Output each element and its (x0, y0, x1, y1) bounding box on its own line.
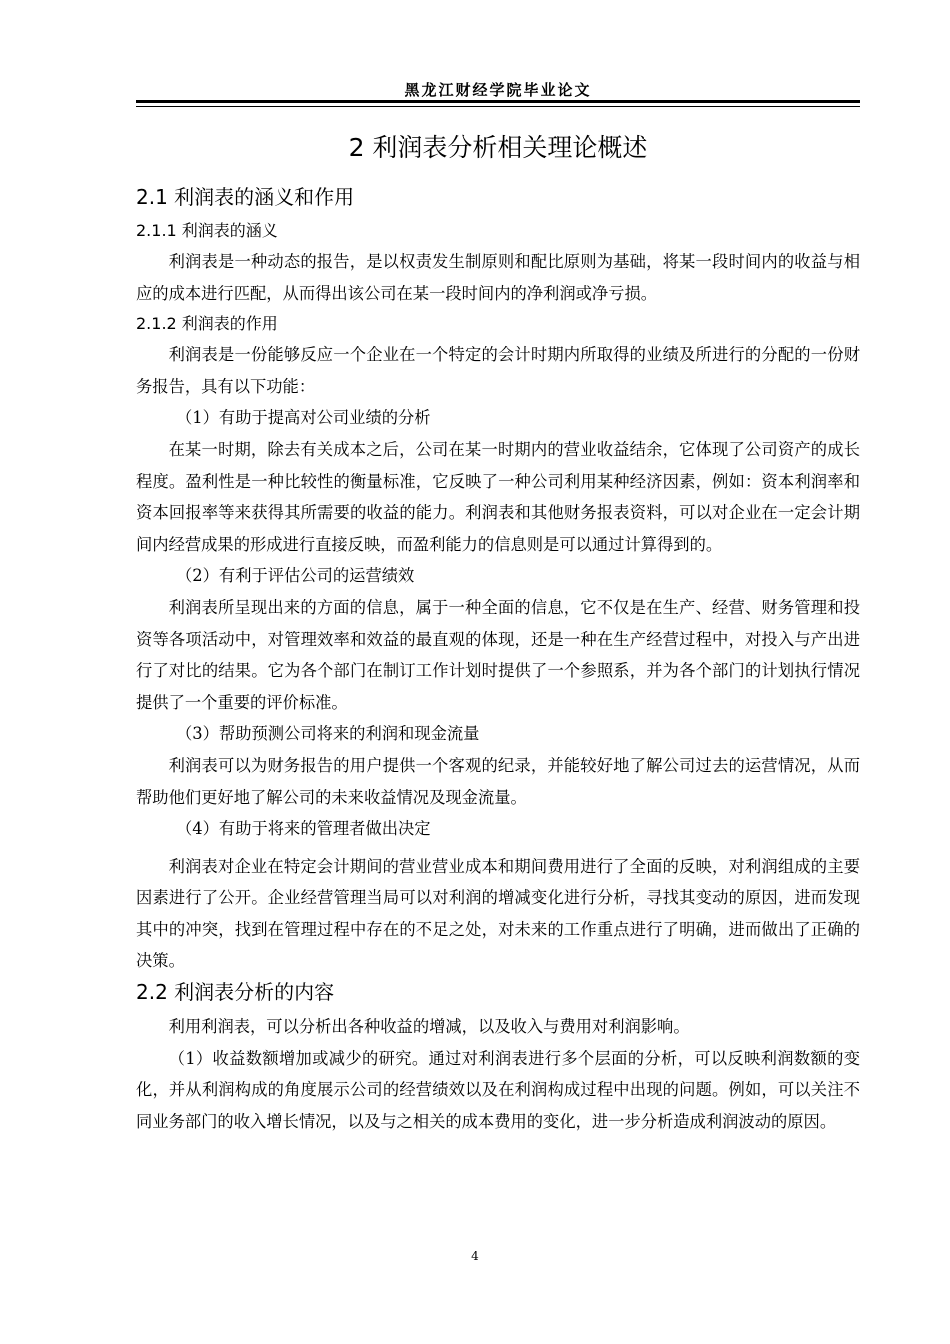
list-item-heading: （4）有助于将来的管理者做出决定 (176, 819, 431, 839)
page-body (136, 128, 860, 1137)
paragraph: 利润表是一份能够反应一个企业在一个特定的会计时期内所取得的业绩及所进行的分配的一份财务报告，具有以下功能： (136, 345, 860, 396)
paragraph: 利润表对企业在特定会计期间的营业营业成本和期间费用进行了全面的反映，对利润组成的主要因素进行了公开。企业经营管理当局可以对利润的增减变化进行分析，寻找其变动的原因，进而发现其中的冲突，找到在管理过程中存在的不足之处，对未来的工作重点进行了明确，进而做出了正确的决策。 (136, 856, 860, 971)
paragraph: 在某一时期，除去有关成本之后，公司在某一时期内的营业收益结余，它体现了公司资产的成长程度。盈利性是一种比较性的衡量标准，它反映了一种公司利用某种经济因素，例如：资本利润率和资本回报率等来获得其所需要的收益的能力。利润表和其他财务报表资料，可以对企业在一定会计期间内经营成果的形成进行直接反映，而盈利能力的信息则是可以通过计算得到的。 (136, 439, 860, 554)
paragraph: 利润表可以为财务报告的用户提供一个客观的纪录，并能较好地了解公司过去的运营情况，从而帮助他们更好地了解公司的未来收益情况及现金流量。 (136, 755, 860, 807)
section-heading-2-2: 2.2 利润表分析的内容 (136, 980, 335, 1005)
paragraph: 利润表是一种动态的报告，是以权责发生制原则和配比原则为基础，将某一段时间内的收益与相应的成本进行匹配，从而得出该公司在某一段时间内的净利润或净亏损。 (136, 252, 860, 303)
header-rule-thick (136, 100, 860, 103)
section-heading-2-1: 2.1 利润表的涵义和作用 (136, 185, 355, 209)
paragraph: 利润表所呈现出来的方面的信息，属于一种全面的信息，它不仅是在生产、经营、财务管理和投资等各项活动中，对管理效率和效益的最直观的体现，还是一种在生产经营过程中，对投入与产出进行了对比的结果。它为各个部门在制订工作计划时提供了一个参照系，并为各个部门的计划执行情况提供了一个重要的评价标准。 (136, 597, 860, 712)
paragraph: （1）收益数额增加或减少的研究。通过对利润表进行多个层面的分析，可以反映利润数额的变化，并从利润构成的角度展示公司的经营绩效以及在利润构成过程中出现的问题。例如，可以关注不同业务部门的收入增长情况，以及与之相关的成本费用的变化，进一步分析造成利润波动的原因。 (136, 1048, 860, 1131)
paragraph: 利用利润表，可以分析出各种收益的增减，以及收入与费用对利润影响。 (168, 1017, 690, 1037)
section-heading-2-1-2: 2.1.2 利润表的作用 (136, 314, 278, 334)
running-header: 黑龙江财经学院毕业论文 (404, 81, 592, 99)
list-item-heading: （3）帮助预测公司将来的利润和现金流量 (176, 724, 480, 744)
page-number: 4 (471, 1249, 479, 1263)
list-item-heading: （1）有助于提高对公司业绩的分析 (176, 408, 431, 428)
chapter-title: 2 利润表分析相关理论概述 (348, 133, 648, 162)
list-item-heading: （2）有利于评估公司的运营绩效 (176, 566, 415, 586)
header-rule-thin (136, 106, 860, 107)
section-heading-2-1-1: 2.1.1 利润表的涵义 (136, 221, 278, 240)
